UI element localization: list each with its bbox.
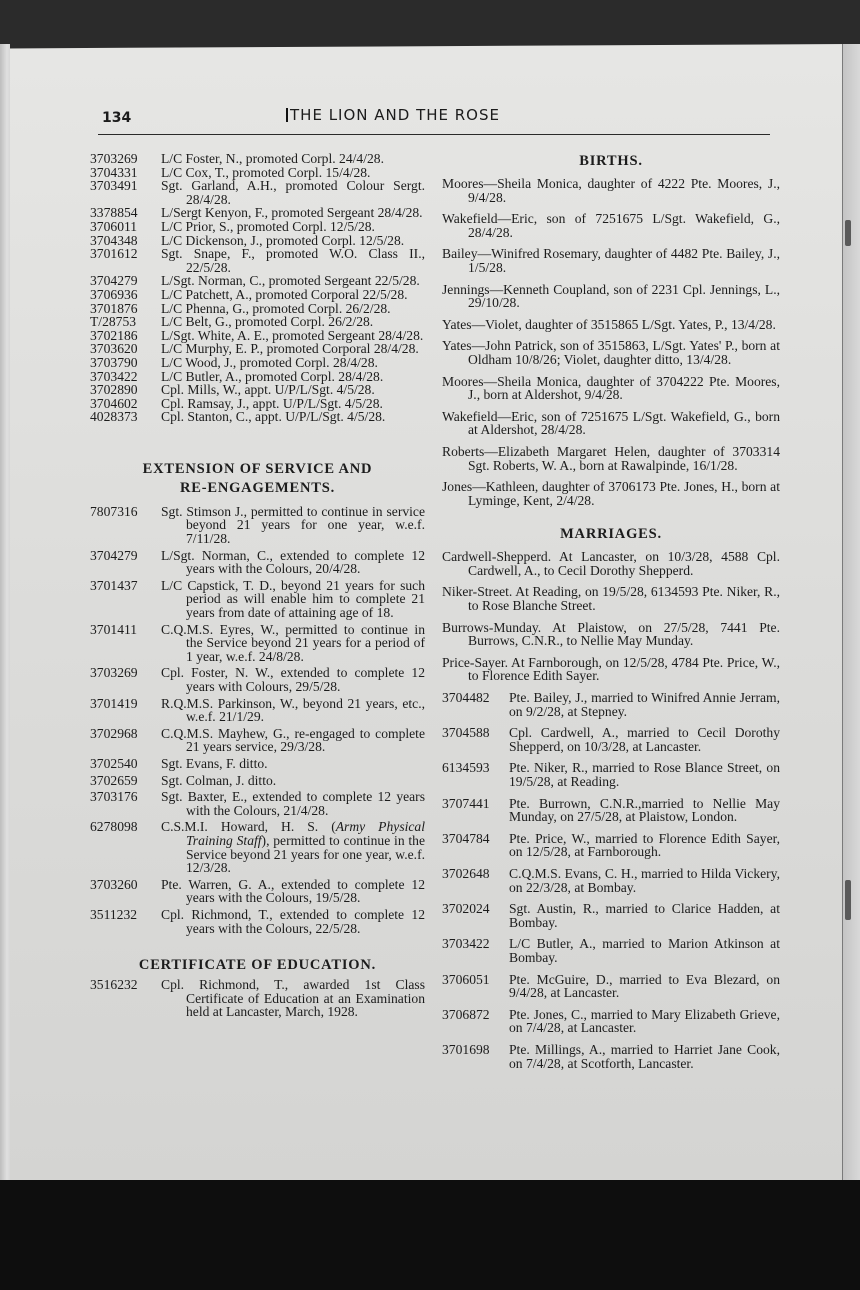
entry-text: L/Sgt. Norman, C., extended to complete 12 years with the Colours, 20/4/28. <box>161 547 425 577</box>
entry-text: L/C Wood, J., promoted Corpl. 28/4/28. <box>161 354 378 370</box>
list-entry <box>90 166 425 180</box>
list-entry <box>90 315 425 329</box>
list-entry <box>90 356 425 370</box>
service-number: 3702186 <box>90 327 138 343</box>
entry-text: L/C Cox, T., promoted Corpl. 15/4/28. <box>161 164 371 180</box>
entry-text-post: ), permitted to continue in the Service beyond 21 years for one year, w.e.f. 12/3/28. <box>186 832 425 876</box>
entry-text: L/C Patchett, A., promoted Corporal 22/5/28. <box>161 286 408 302</box>
service-number: 6278098 <box>90 819 138 835</box>
birth-entry: Yates—Violet, daughter of 3515865 L/Sgt. Yates, P., 13/4/28. <box>442 316 776 332</box>
service-number: 3704279 <box>90 547 138 563</box>
service-number: T/28753 <box>90 314 137 330</box>
entry-text: L/C Butler, A., promoted Corpl. 28/4/28. <box>161 368 384 384</box>
entry-text: L/C Prior, S., promoted Corpl. 12/5/28. <box>161 218 375 234</box>
service-number: 3511232 <box>90 906 138 922</box>
service-number: 3703422 <box>442 936 490 952</box>
marriage-entry <box>442 1008 780 1035</box>
list-entry <box>90 274 425 288</box>
list-entry <box>90 666 425 693</box>
entry-text <box>90 820 425 874</box>
birth-entry: Bailey—Winifred Rosemary, daughter of 4482 Pte. Bailey, J., 1/5/28. <box>442 246 780 275</box>
service-number: 3703176 <box>90 789 138 805</box>
service-number: 3706936 <box>90 286 138 302</box>
service-number: 3701437 <box>90 577 138 593</box>
list-entry <box>90 152 425 166</box>
service-number: 3701612 <box>90 246 138 262</box>
entry-text: R.Q.M.S. Parkinson, W., beyond 21 years, etc., w.e.f. 21/1/29. <box>161 695 425 725</box>
service-number: 3703620 <box>90 341 138 357</box>
list-entry <box>90 342 425 356</box>
entry-text: Sgt. Baxter, E., extended to complete 12 years with the Colours, 21/4/28. <box>161 789 425 818</box>
birth-entry: Yates—John Patrick, son of 3515863, L/Sgt. Yates' P., born at Oldham 10/8/26; Violet, daughter ditto, 13/4/28. <box>442 338 780 367</box>
marriage-entry <box>442 832 780 859</box>
entry-text: Sgt. Snape, F., promoted W.O. Class II., 22/5/28. <box>161 246 425 275</box>
marriages-heading: MARRIAGES. <box>560 526 662 543</box>
list-entry <box>90 757 425 771</box>
births-heading: BIRTHS. <box>579 153 643 169</box>
list-entry <box>90 302 425 316</box>
marriage-notice: Burrows-Munday. At Plaistow, on 27/5/28, 7441 Pte. Burrows, C.N.R., to Nellie May Munday. <box>442 619 780 649</box>
service-number: 3704348 <box>90 232 138 248</box>
entry-text: Cpl. Foster, N. W., extended to complete 12 years with Colours, 29/5/28. <box>161 665 425 694</box>
service-number: 3701876 <box>90 300 138 316</box>
entry-text: Cpl. Stanton, C., appt. U/P/L/Sgt. 4/5/28. <box>161 409 386 425</box>
entry-text: Pte. Warren, G. A., extended to complete 12 years with the Colours, 19/5/28. <box>161 876 425 906</box>
entry-text: Pte. Bailey, J., married to Winifred Annie Jerram, on 9/2/28, at Stepney. <box>509 690 780 719</box>
entry-text: L/C Phenna, G., promoted Corpl. 26/2/28. <box>161 300 391 316</box>
binding-mark <box>845 880 851 920</box>
service-number: 4028373 <box>90 409 138 425</box>
service-number: 3704482 <box>442 690 490 706</box>
service-number: 3707441 <box>442 795 490 811</box>
service-number: 6134593 <box>442 760 490 776</box>
list-entry <box>90 908 425 935</box>
service-number: 3706051 <box>442 971 490 987</box>
service-number: 3703269 <box>90 151 138 166</box>
education-heading: CERTIFICATE OF EDUCATION. <box>138 957 377 974</box>
list-entry <box>90 774 425 788</box>
service-number: 3703422 <box>90 368 138 384</box>
extension-list <box>90 505 425 935</box>
entry-text: L/C Murphy, E. P., promoted Corporal 28/4/28. <box>161 341 419 357</box>
list-entry <box>90 329 425 343</box>
running-title: THE LION AND THE ROSE <box>286 106 500 124</box>
list-entry <box>90 878 425 905</box>
list-entry <box>90 370 425 384</box>
service-number: 3702024 <box>442 901 490 917</box>
service-number: 3702890 <box>90 382 138 398</box>
entry-text: Cpl. Cardwell, A., married to Cecil Dorothy Shepperd, on 10/3/28, at Lancaster. <box>509 725 780 754</box>
background-top <box>0 0 860 48</box>
service-number: 3702968 <box>90 725 138 741</box>
entry-text: L/Sgt. Norman, C., promoted Sergeant 22/5/28. <box>161 273 420 289</box>
service-number: 3704784 <box>442 830 490 846</box>
entry-text-pre: C.S.M.I. Howard, H. S. ( <box>161 819 336 835</box>
entry-text-italic: Army Physical Training Staff <box>186 819 425 848</box>
service-number: 3378854 <box>90 205 138 221</box>
birth-entry: Jones—Kathleen, daughter of 3706173 Pte. Jones, H., born at Lyminge, Kent, 2/4/28. <box>442 479 780 508</box>
entry-text: L/C Butler, A., married to Marion Atkinson at Bombay. <box>509 936 780 965</box>
service-number: 3704588 <box>442 725 490 741</box>
page-header <box>98 104 770 135</box>
service-number: 3516232 <box>90 977 138 993</box>
entry-text: L/C Dickenson, J., promoted Corpl. 12/5/28. <box>161 232 405 248</box>
entry-text: Sgt. Evans, F. ditto. <box>161 755 268 771</box>
left-column <box>90 152 425 1022</box>
entry-text: Pte. Millings, A., married to Harriet Jane Cook, on 7/4/28, at Scotforth, Lancaster. <box>509 1041 780 1071</box>
entry-text: L/C Foster, N., promoted Corpl. 24/4/28. <box>161 151 384 166</box>
extension-heading <box>90 460 425 498</box>
right-column <box>442 152 780 1078</box>
birth-entry: Moores—Sheila Monica, daughter of 4222 Pte. Moores, J., 9/4/28. <box>442 176 780 205</box>
birth-entry: Moores—Sheila Monica, daughter of 3704222 Pte. Moores, J., born at Aldershot, 9/4/28. <box>442 373 780 403</box>
marriage-entry <box>442 1043 780 1070</box>
marriage-entry <box>442 867 780 894</box>
list-entry <box>90 397 425 411</box>
entry-text: L/Sgt. White, A. E., promoted Sergeant 28/4/28. <box>161 327 424 343</box>
service-number: 3704279 <box>90 273 138 289</box>
list-entry <box>90 234 425 248</box>
marriage-entry <box>442 726 780 753</box>
entry-text: Sgt. Garland, A.H., promoted Colour Sergt. 28/4/28. <box>161 178 425 207</box>
list-entry <box>90 820 425 874</box>
entry-text: Cpl. Ramsay, J., appt. U/P/L/Sgt. 4/5/28. <box>161 395 383 411</box>
marriage-entry <box>442 761 780 788</box>
service-number: 3701698 <box>442 1041 490 1057</box>
page-edge-right <box>842 44 860 1194</box>
list-entry <box>90 383 425 397</box>
marriages-list <box>442 691 780 1070</box>
extension-heading-line2: RE-ENGAGEMENTS. <box>179 479 335 496</box>
entry-text: Pte. Burrown, C.N.R.,married to Nellie May Munday, on 27/5/28, at Plaistow, London. <box>509 795 780 825</box>
entry-text: Cpl. Richmond, T., extended to complete 12 years with the Colours, 22/5/28. <box>161 906 425 936</box>
service-number: 3704331 <box>90 164 138 180</box>
education-list <box>90 978 425 1019</box>
list-entry <box>90 623 425 664</box>
marriage-entry <box>442 797 780 824</box>
service-number: 3702659 <box>90 772 138 788</box>
page-edge-left <box>0 44 10 1194</box>
list-entry <box>90 727 425 754</box>
list-entry <box>90 179 425 206</box>
births-list <box>442 177 780 507</box>
marriage-entry <box>442 937 780 964</box>
service-number: 3706011 <box>90 218 138 234</box>
entry-text: C.Q.M.S. Evans, C. H., married to Hilda Vickery, on 22/3/28, at Bombay. <box>509 865 780 895</box>
list-entry <box>90 978 425 1019</box>
list-entry <box>90 790 425 817</box>
background-bottom <box>0 1180 860 1290</box>
marriage-notice: Cardwell-Shepperd. At Lancaster, on 10/3/28, 4588 Cpl. Cardwell, A., to Cecil Dorothy Shepperd. <box>442 549 780 578</box>
list-entry <box>90 220 425 234</box>
marriage-entry <box>442 902 780 929</box>
marriage-entry <box>442 973 780 1000</box>
entry-text: Pte. Jones, C., married to Mary Elizabeth Grieve, on 7/4/28, at Lancaster. <box>509 1006 780 1036</box>
list-entry <box>90 549 425 576</box>
page-number: 134 <box>102 110 132 126</box>
entry-text: C.Q.M.S. Eyres, W., permitted to continue in the Service beyond 21 years for a period of 1 year, w.e.f. 24/8/28. <box>161 621 425 664</box>
birth-entry: Wakefield—Eric, son of 7251675 L/Sgt. Wakefield, G., born at Aldershot, 28/4/28. <box>442 408 780 438</box>
service-number: 3703260 <box>90 876 138 892</box>
list-entry <box>90 505 425 546</box>
service-number: 3704602 <box>90 395 138 411</box>
entry-text: L/Sergt Kenyon, F., promoted Sergeant 28/4/28. <box>161 205 423 221</box>
entry-text: Pte. Niker, R., married to Rose Blance Street, on 19/5/28, at Reading. <box>509 760 780 789</box>
marriage-notice: Price-Sayer. At Farnborough, on 12/5/28, 4784 Pte. Price, W., to Florence Edith Sayer. <box>442 654 780 684</box>
service-number: 3703269 <box>90 665 138 681</box>
entry-text: Cpl. Mills, W., appt. U/P/L/Sgt. 4/5/28. <box>161 382 375 398</box>
list-entry <box>90 206 425 220</box>
entry-text: Pte. McGuire, D., married to Eva Blezard, on 9/4/28, at Lancaster. <box>509 971 780 1001</box>
service-number: 3701419 <box>90 695 138 711</box>
list-entry <box>90 288 425 302</box>
entry-text: Sgt. Stimson J., permitted to continue in service beyond 21 years for one year, w.e.f. 7/11/28. <box>161 503 425 547</box>
promotions-list <box>90 152 425 424</box>
list-entry <box>90 410 425 424</box>
marriage-entry <box>442 691 780 718</box>
service-number: 3701411 <box>90 621 138 637</box>
service-number: 3706872 <box>442 1006 490 1022</box>
service-number: 3702540 <box>90 755 138 771</box>
service-number: 7807316 <box>90 503 138 519</box>
service-number: 3702648 <box>442 865 490 881</box>
entry-text: L/C Capstick, T. D., beyond 21 years for such period as will enable him to complete 21 years from date of attaining age of 18. <box>161 577 425 621</box>
list-entry <box>90 579 425 620</box>
marriage-notices <box>442 550 780 683</box>
entry-text: Sgt. Austin, R., married to Clarice Hadden, at Bombay. <box>509 901 780 930</box>
service-number: 3703790 <box>90 354 138 370</box>
entry-text: L/C Belt, G., promoted Corpl. 26/2/28. <box>161 314 374 330</box>
birth-entry: Roberts—Elizabeth Margaret Helen, daughter of 3703314 Sgt. Roberts, W. A., born at Rawalpinde, 16/1/28. <box>442 443 780 473</box>
list-entry <box>90 697 425 724</box>
list-entry <box>90 247 425 274</box>
binding-mark <box>845 220 851 246</box>
birth-entry: Wakefield—Eric, son of 7251675 L/Sgt. Wakefield, G., 28/4/28. <box>442 211 780 240</box>
entry-text: Pte. Price, W., married to Florence Edith Sayer, on 12/5/28, at Farnborough. <box>509 830 780 860</box>
entry-text: Cpl. Richmond, T., awarded 1st Class Certificate of Education at an Examination held at Lancaster, March, 1928. <box>161 977 425 1020</box>
entry-text: Sgt. Colman, J. ditto. <box>161 772 277 788</box>
extension-heading-line1: EXTENSION OF SERVICE AND <box>142 460 373 477</box>
entry-text: C.Q.M.S. Mayhew, G., re-engaged to complete 21 years service, 29/3/28. <box>161 725 425 755</box>
birth-entry: Jennings—Kenneth Coupland, son of 2231 Cpl. Jennings, L., 29/10/28. <box>442 281 780 311</box>
service-number: 3703491 <box>90 178 138 194</box>
marriage-notice: Niker-Street. At Reading, on 19/5/28, 6134593 Pte. Niker, R., to Rose Blanche Street. <box>442 584 780 614</box>
